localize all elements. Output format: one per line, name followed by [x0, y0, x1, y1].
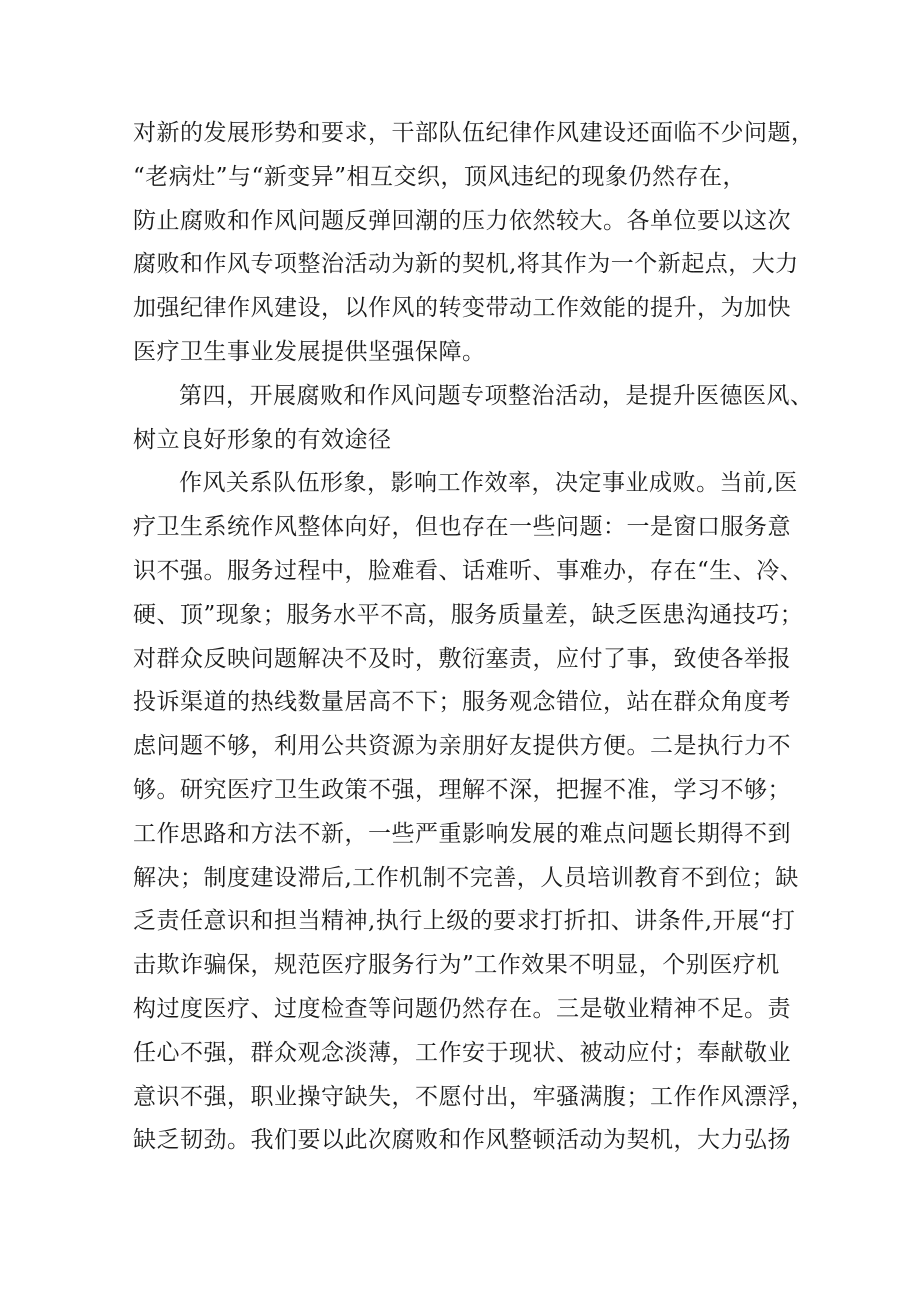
section-heading-line: 第四，开展腐败和作风问题专项整治活动，是提升医德医风、: [179, 382, 814, 409]
text-line: 工作思路和方法不新，一些严重影响发展的难点问题长期得不到: [133, 820, 791, 847]
text-line: 投诉渠道的热线数量居高不下；服务观念错位，站在群众角度考: [133, 689, 791, 716]
body-text: [133, 112, 815, 1163]
text-line: 缺乏韧劲。我们要以此次腐败和作风整顿活动为契机，大力弘扬: [133, 1127, 791, 1154]
text-line: 防止腐败和作风问题反弹回潮的压力依然较大。各单位要以这次: [133, 207, 791, 234]
text-line: 作风关系队伍形象，影响工作效率，决定事业成败。当前,医: [179, 470, 798, 497]
text-line: 意识不强，职业操守缺失，不愿付出，牢骚满腹；工作作风漂浮，: [133, 1083, 815, 1110]
text-line: 识不强。服务过程中，脸难看、话难听、事难办，存在“生、冷、: [133, 557, 804, 584]
text-line: 医疗卫生事业发展提供坚强保障。: [133, 338, 486, 365]
section-heading-line: 树立良好形象的有效途径: [133, 426, 392, 453]
text-line: 击欺诈骗保，规范医疗服务行为”工作效果不明显，个别医疗机: [133, 952, 780, 979]
text-line: 构过度医疗、过度检查等问题仍然存在。三是敬业精神不足。责: [133, 995, 791, 1022]
text-line: 疗卫生系统作风整体向好，但也存在一些问题：一是窗口服务意: [133, 514, 791, 541]
text-line: 对新的发展形势和要求，干部队伍纪律作风建设还面临不少问题，: [133, 120, 815, 146]
text-line: 乏责任意识和担当精神,执行上级的要求打折扣、讲条件,开展“打: [133, 908, 796, 935]
text-line: 加强纪律作风建设，以作风的转变带动工作效能的提升，为加快: [133, 295, 791, 322]
text-line: 虑问题不够，利用公共资源为亲朋好友提供方便。二是执行力不: [133, 733, 791, 760]
text-line: 任心不强，群众观念淡薄，工作安于现状、被动应付；奉献敬业: [133, 1039, 791, 1066]
text-line: “老病灶”与“新变异”相互交织，顶风违纪的现象仍然存在，: [133, 163, 747, 190]
text-line: 腐败和作风专项整治活动为新的契机,将其作为一个新起点，大力: [133, 251, 799, 278]
text-line: 解决；制度建设滞后,工作机制不完善，人员培训教育不到位；缺: [133, 864, 799, 891]
text-line: 硬、顶”现象；服务水平不高，服务质量差，缺乏医患沟通技巧；: [133, 601, 804, 628]
text-line: 够。研究医疗卫生政策不强，理解不深，把握不准，学习不够；: [133, 776, 791, 803]
text-line: 对群众反映问题解决不及时，敷衍塞责，应付了事，致使各举报: [133, 645, 791, 672]
